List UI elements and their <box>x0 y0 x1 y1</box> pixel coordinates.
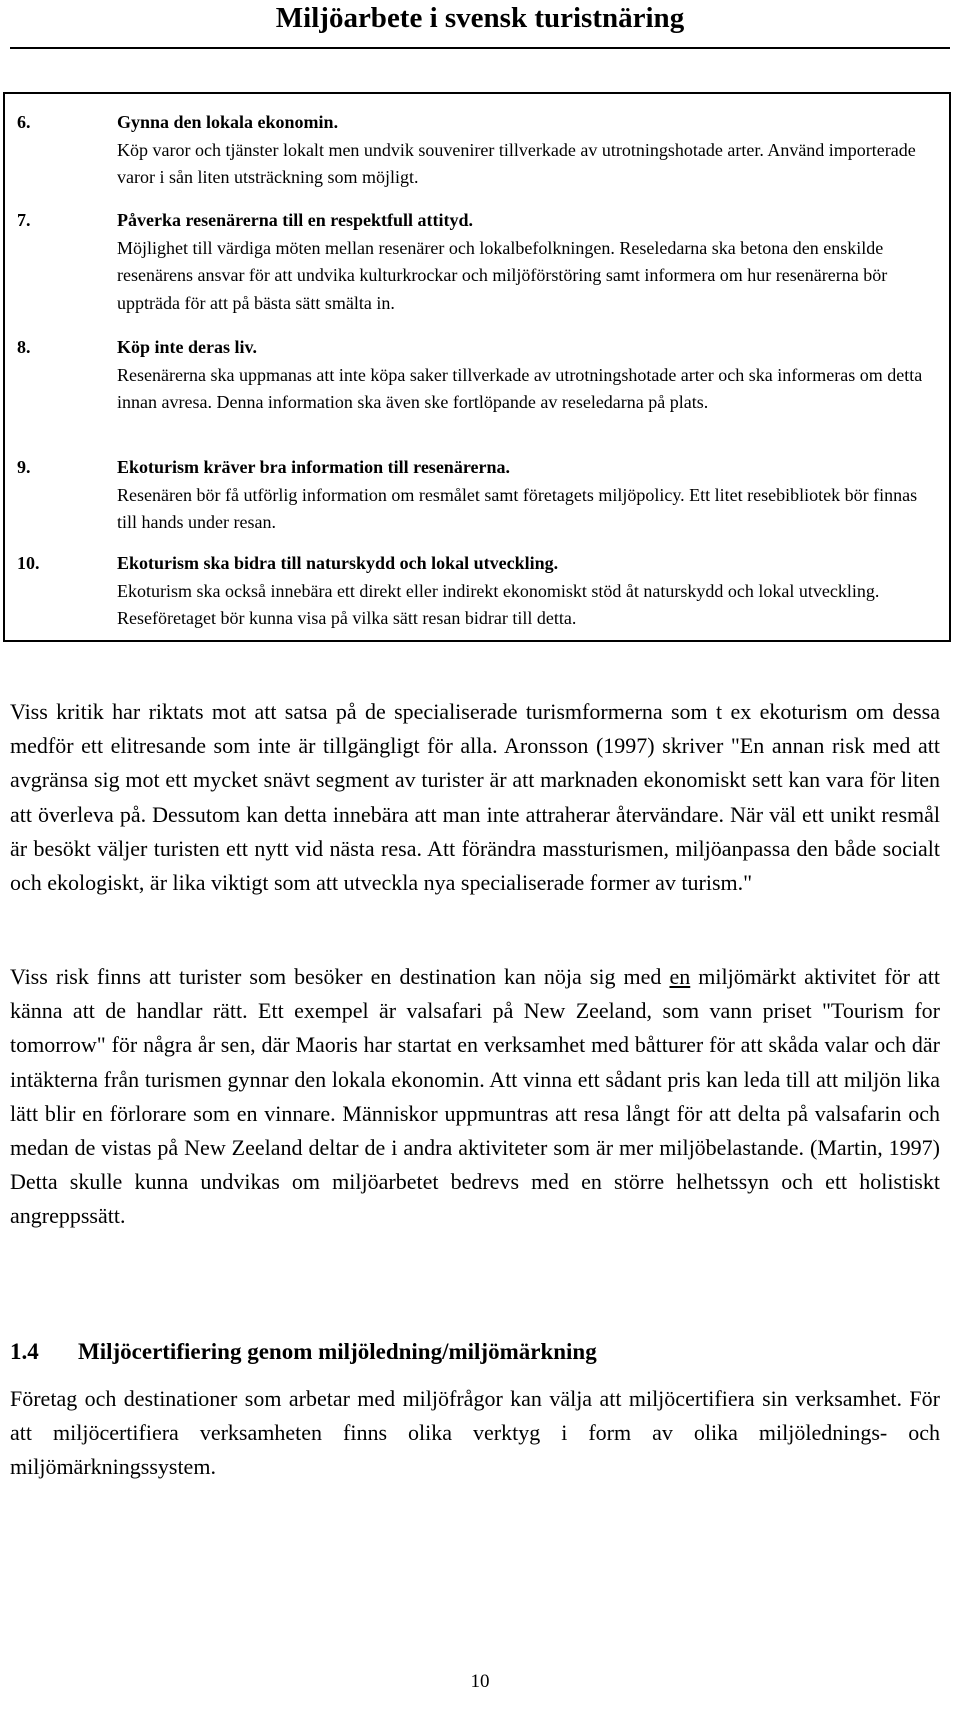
section-title: Miljöcertifiering genom miljöledning/miljömärkning <box>78 1339 597 1364</box>
list-item-title: Ekoturism kräver bra information till resenärerna. <box>117 457 510 477</box>
list-item-text: Köp varor och tjänster lokalt men undvik souvenirer tillverkade av utrotningshotade arter. Använd importerade varor i sån liten utsträckning som möjligt. <box>117 139 916 187</box>
section-paragraph: Företag och destinationer som arbetar med miljöfrågor kan välja att miljöcertifiera sin verksamhet. För att miljöcertifiera verksamheten finns olika verktyg i form av olika miljölednings- och miljömärkningssystem. <box>10 1386 940 1479</box>
section-heading <box>10 1337 940 1367</box>
page-number: 10 <box>470 1671 490 1692</box>
header-rule <box>10 47 950 49</box>
body-paragraph-criticism: Viss kritik har riktats mot att satsa på de specialiserade turismformerna som t ex ekoturism om dessa medför ett elitresande som inte är tillgängligt för alla. Aronsson (1997) skriver "En annan risk med att avgränsa sig mot ett mycket snävt segment av turister är att marknaden ekonomiskt sett kan vara för liten att överleva på. Dessutom kan detta innebära att man inte attraherar återvändare. När väl ett unikt resmål är besökt väljer turisten ett nytt vid nästa resa. Att förändra massturismen, miljöanpassa den både socialt och ekologiskt, är lika viktigt som att utveckla nya specialiserade former av turism." <box>10 699 940 896</box>
list-item-text: Resenären bör få utförlig information om resmålet samt företagets miljöpolicy. Ett litet resebibliotek bör finnas till hands under resan. <box>117 484 918 532</box>
list-item <box>17 454 935 537</box>
body-paragraph-risk <box>10 960 940 1234</box>
list-item-number: 7. <box>17 210 31 230</box>
list-item-title: Gynna den lokala ekonomin. <box>117 112 339 132</box>
header-title: Miljöarbete i svensk turistnäring <box>275 2 685 34</box>
list-item-number: 8. <box>17 337 31 357</box>
underlined-word: en <box>669 964 691 989</box>
page-header <box>0 0 960 58</box>
list-item <box>17 550 935 633</box>
list-item-text: Möjlighet till värdiga möten mellan resenärer och lokalbefolkningen. Reseledarna ska betona den enskilde resenärens ansvar för att undvika kulturkrockar och miljöförstöring samt informera om hur resenärerna bör uppträda för att på bästa sätt smälta in. <box>117 237 888 313</box>
list-item-text: Resenärerna ska uppmanas att inte köpa saker tillverkade av utrotningshotade arter och ska informeras om detta innan avresa. Denna information ska även ske fortlöpande av reseledarna på plats. <box>117 364 923 412</box>
section-number: 1.4 <box>10 1339 39 1364</box>
list-item-number: 6. <box>17 112 31 132</box>
list-item <box>17 109 935 192</box>
list-item <box>17 334 935 417</box>
paragraph-text: Viss risk finns att turister som besöker en destination kan nöja sig med <box>10 964 670 989</box>
list-item-title: Köp inte deras liv. <box>117 337 258 357</box>
list-item-number: 10. <box>17 553 40 573</box>
paragraph-text: miljömärkt aktivitet för att känna att de handlar rätt. Ett exempel är valsafari på New Zeeland, som vann priset "Tourism for tomorrow" för några år sen, där Maoris har startat en verksamhet med båtturer för att skåda valar och där intäkterna från turismen gynnar den lokala ekonomin. Att vinna ett sådant pris kan leda till att miljön lika lätt blir en förlorare som en vinnare. Människor uppmuntras att resa långt för att delta på valsafarin och medan de vistas på New Zeeland deltar de i andra aktiviteter som är mer miljöbelastande. (Martin, 1997) Detta skulle kunna undvikas om miljöarbetet bedrevs med en större helhetssyn och ett holistiskt angreppssätt. <box>10 964 940 1229</box>
guidelines-box <box>3 92 951 642</box>
list-item-number: 9. <box>17 457 31 477</box>
list-item-title: Påverka resenärerna till en respektfull attityd. <box>117 210 473 230</box>
list-item-text: Ekoturism ska också innebära ett direkt eller indirekt ekonomiskt stöd åt naturskydd och lokal utveckling. Reseföretaget bör kunna visa på vilka sätt resan bidrar till detta. <box>117 580 880 628</box>
list-item <box>17 207 935 317</box>
list-item-title: Ekoturism ska bidra till naturskydd och lokal utveckling. <box>117 553 559 573</box>
